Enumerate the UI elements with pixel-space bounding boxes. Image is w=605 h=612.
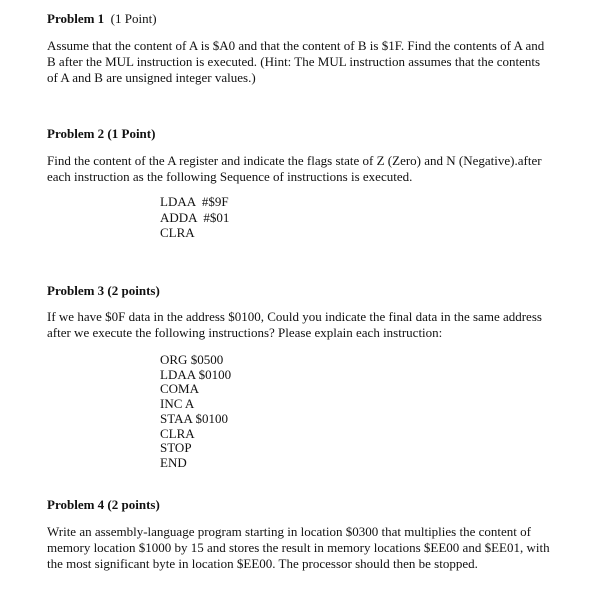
code-line: LDAA #$9F <box>160 194 229 209</box>
problem-2-text <box>47 153 542 185</box>
code-line: CLRA <box>160 425 195 441</box>
problem-3-text <box>47 309 542 341</box>
problem-4-text <box>47 524 550 572</box>
problem-2-heading <box>47 126 155 142</box>
problem-1-heading <box>47 11 157 27</box>
problem-2-code-block <box>160 194 229 241</box>
problem-3-code-block <box>160 353 231 471</box>
code-line: ORG $0500 <box>160 352 224 367</box>
problem-4-points: (2 points) <box>107 497 160 512</box>
code-line: CLRA <box>160 225 195 240</box>
problem-2-points: (1 Point) <box>107 126 156 141</box>
problem-1-text-line: of A and B are unsigned integer values.) <box>47 70 256 85</box>
problem-1-title: Problem 1 <box>47 11 105 26</box>
code-line: INC A <box>160 396 195 412</box>
problem-1-points: (1 Point) <box>110 11 157 26</box>
problem-3-title: Problem 3 <box>47 283 105 298</box>
problem-4-text-line: the most significant byte in location $EE00. The processor should then be stopped. <box>47 556 478 571</box>
problem-1-text-line: B after the MUL instruction is executed. (Hint: The MUL instruction assumes that the contents <box>47 54 541 69</box>
problem-2-title: Problem 2 <box>47 126 105 141</box>
problem-3-text-line: after we execute the following instructions? Please explain each instruction: <box>47 325 443 340</box>
code-line: COMA <box>160 381 200 397</box>
code-line: LDAA $0100 <box>160 366 232 382</box>
code-line: STOP <box>160 440 192 456</box>
problem-1-text-line: Assume that the content of A is $A0 and that the content of B is $1F. Find the contents of A and <box>47 38 545 53</box>
problem-4-text-line: memory location $1000 by 15 and stores the result in memory locations $EE00 and $EE01, with <box>47 540 550 555</box>
problem-3-heading <box>47 283 160 299</box>
code-line: END <box>160 454 187 470</box>
problem-4-heading <box>47 497 160 513</box>
problem-4-title: Problem 4 <box>47 497 105 512</box>
problem-4-text-line: Write an assembly-language program starting in location $0300 that multiplies the content of <box>47 524 531 539</box>
problem-2-text-line: Find the content of the A register and indicate the flags state of Z (Zero) and N (Negative).after <box>47 153 542 168</box>
problem-2-text-line: each instruction as the following Sequence of instructions is executed. <box>47 169 413 184</box>
problem-1-text <box>47 38 544 86</box>
code-line: ADDA #$01 <box>160 209 230 225</box>
problem-3-text-line: If we have $0F data in the address $0100, Could you indicate the final data in the same address <box>47 309 542 324</box>
code-line: STAA $0100 <box>160 410 228 426</box>
problem-3-points: (2 points) <box>107 283 160 298</box>
